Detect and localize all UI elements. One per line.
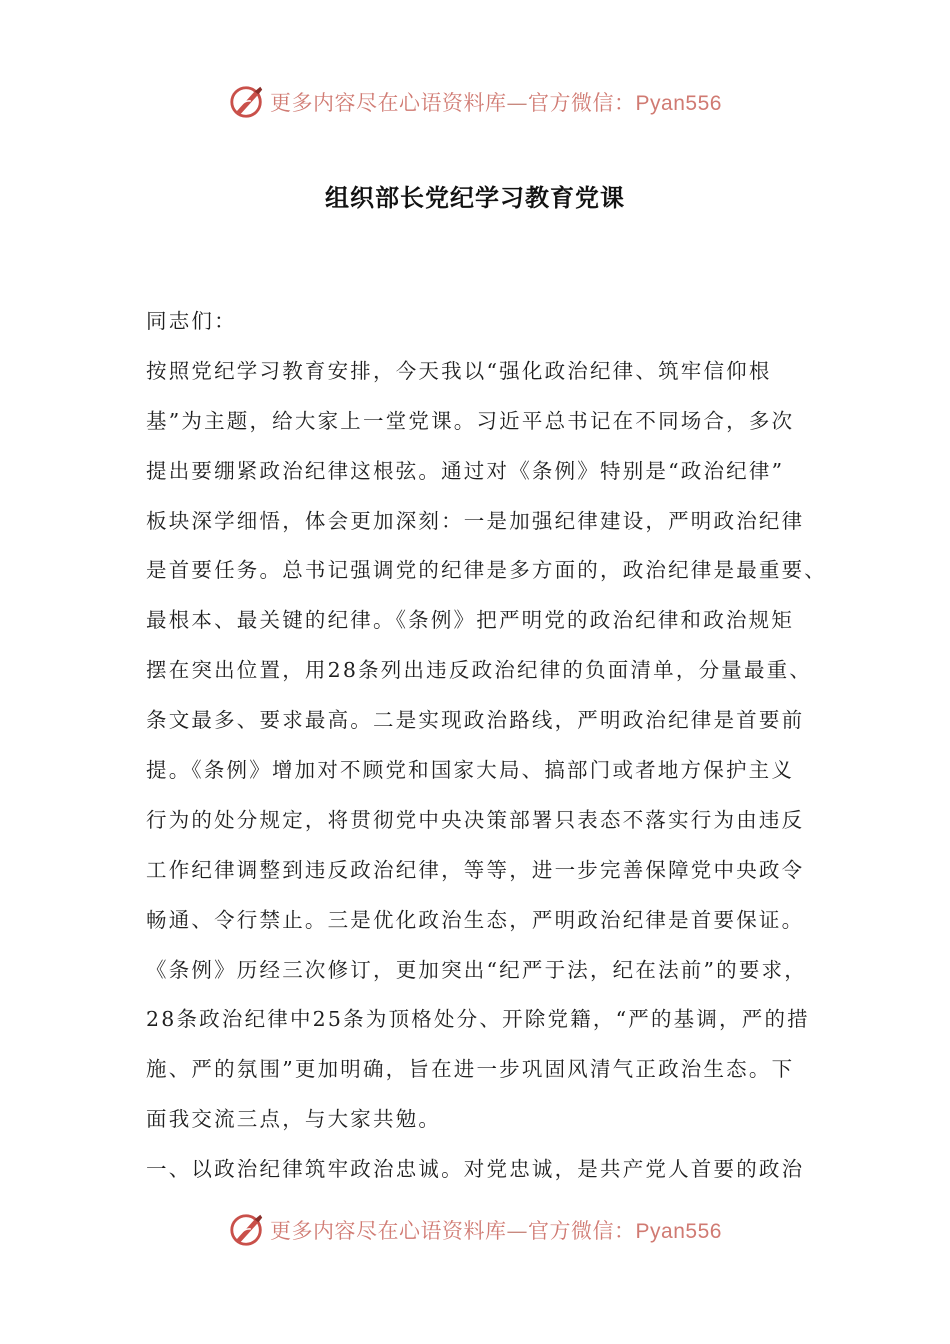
footer-banner-separator: —	[506, 1219, 529, 1243]
body-text-line: 条文最多、要求最高。二是实现政治路线，严明政治纪律是首要前	[146, 708, 805, 733]
header-banner-text	[270, 87, 722, 117]
footer-watermark-banner	[0, 1210, 950, 1250]
body-text-line: 是首要任务。总书记强调党的纪律是多方面的，政治纪律是最重要、	[146, 558, 827, 583]
pen-logo-icon	[228, 1211, 266, 1249]
document-body	[146, 297, 836, 1195]
document-title: 组织部长党纪学习教育党课	[325, 184, 625, 212]
body-text-line: 最根本、最关键的纪律。《条例》把严明党的政治纪律和政治规矩	[146, 608, 795, 633]
pen-logo-icon	[228, 83, 266, 121]
body-text-line: 28条政治纪律中25条为顶格处分、开除党籍，“严的基调，严的措	[146, 1007, 810, 1032]
body-text-line: 一、以政治纪律筑牢政治忠诚。对党忠诚，是共产党人首要的政治	[146, 1157, 805, 1182]
body-text-line: 基”为主题，给大家上一堂党课。习近平总书记在不同场合，多次	[146, 408, 795, 433]
body-text-line: 提出要绷紧政治纪律这根弦。通过对《条例》特别是“政治纪律”	[146, 458, 785, 483]
header-watermark-banner	[0, 82, 950, 122]
footer-banner-main: 更多内容尽在心语资料库	[270, 1219, 507, 1243]
body-text-line: 提。《条例》增加对不顾党和国家大局、搞部门或者地方保护主义	[146, 758, 795, 783]
body-text-line: 行为的处分规定，将贯彻党中央决策部署只表态不落实行为由违反	[146, 807, 805, 832]
body-text-line: 面我交流三点，与大家共勉。	[146, 1107, 442, 1132]
header-banner-main: 更多内容尽在心语资料库	[270, 91, 507, 115]
footer-banner-wechat-label: 官方微信：	[528, 1219, 636, 1243]
salutation-line: 同志们：	[146, 309, 237, 333]
body-text-line: 工作纪律调整到违反政治纪律，等等，进一步完善保障党中央政令	[146, 857, 805, 882]
body-text-line: 板块深学细悟，体会更加深刻：一是加强纪律建设，严明政治纪律	[146, 508, 805, 533]
body-text-line: 施、严的氛围”更加明确，旨在进一步巩固风清气正政治生态。下	[146, 1057, 795, 1082]
footer-banner-wechat-id: Pyan556	[635, 1220, 722, 1243]
footer-banner-text	[270, 1215, 722, 1245]
body-text-line: 按照党纪学习教育安排，今天我以“强化政治纪律、筑牢信仰根	[146, 358, 772, 383]
body-text-line: 摆在突出位置，用28条列出违反政治纪律的负面清单，分量最重、	[146, 658, 813, 683]
header-banner-separator: —	[506, 91, 529, 115]
header-banner-wechat-id: Pyan556	[635, 92, 722, 115]
header-banner-wechat-label: 官方微信：	[528, 91, 636, 115]
body-text-line: 《条例》历经三次修订，更加突出“纪严于法，纪在法前”的要求，	[146, 957, 807, 982]
body-text-line: 畅通、令行禁止。三是优化政治生态，严明政治纪律是首要保证。	[146, 907, 805, 932]
